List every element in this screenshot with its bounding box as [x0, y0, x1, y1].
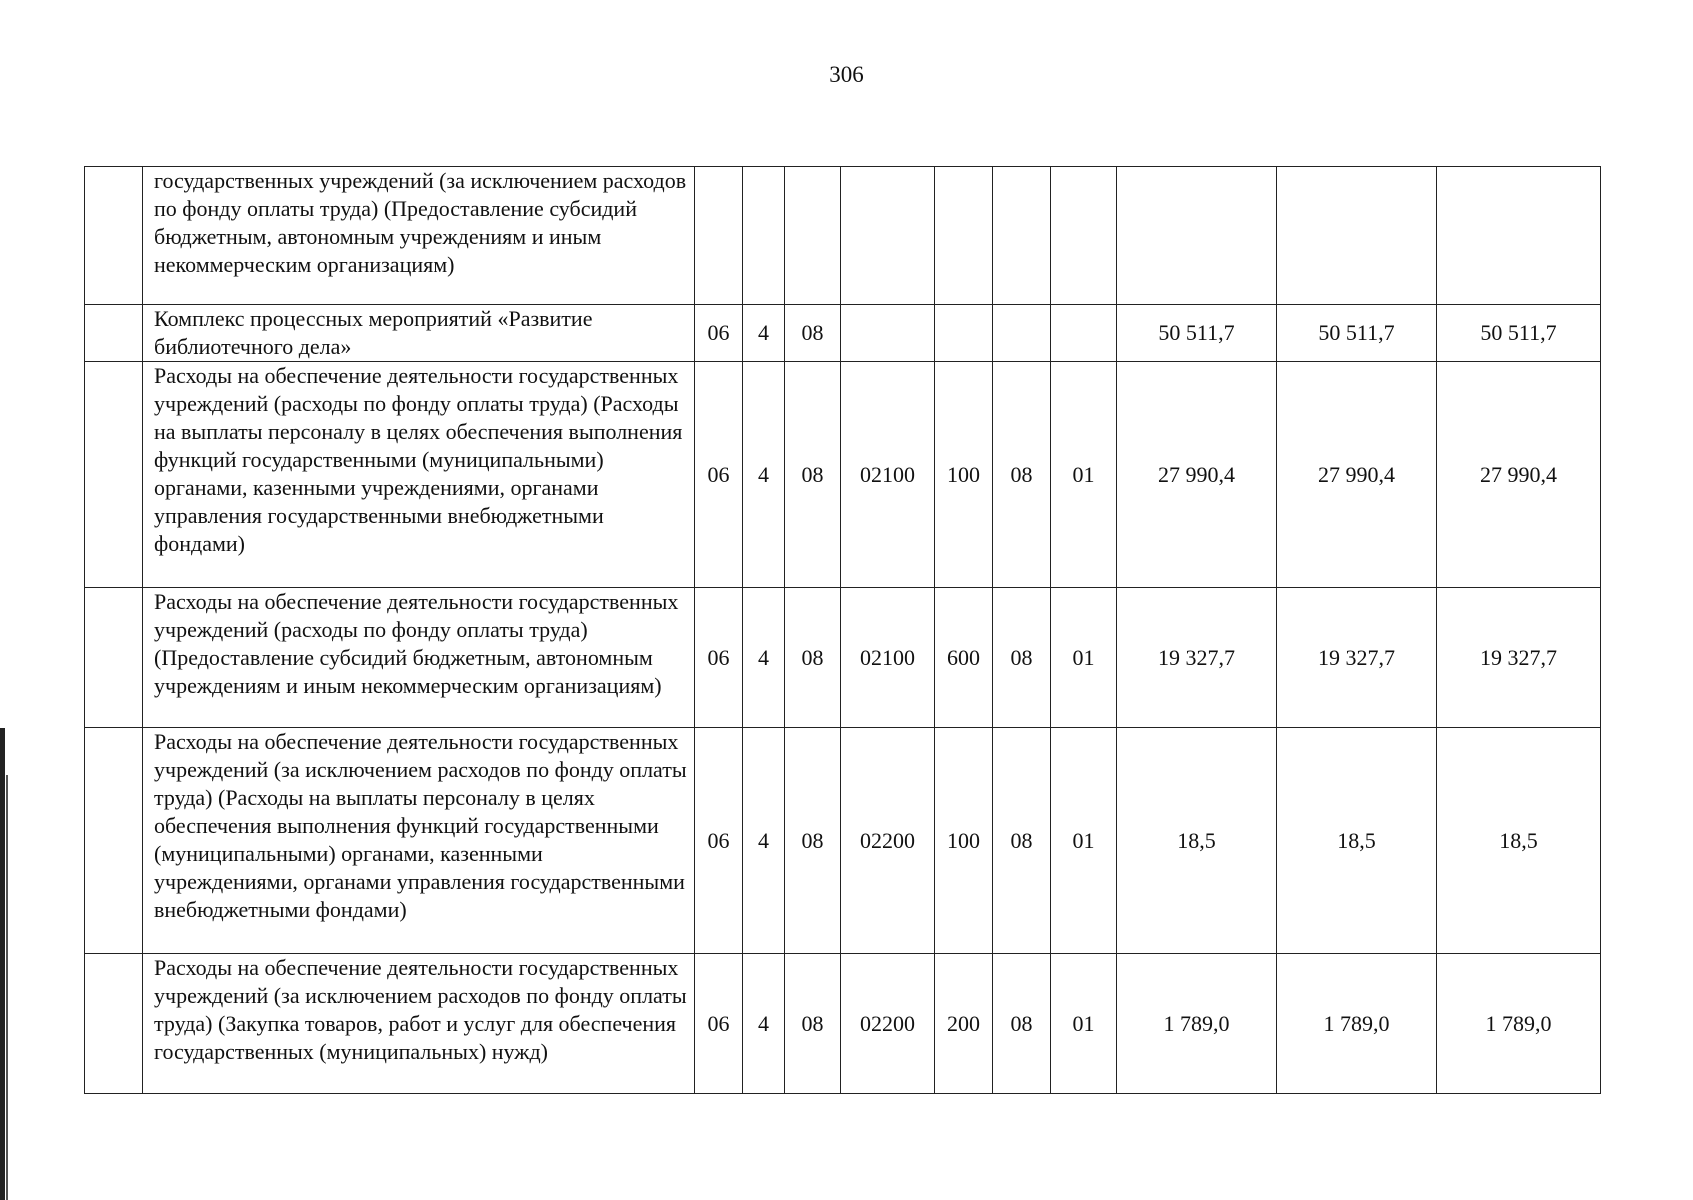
code-cell: 08: [993, 728, 1051, 954]
code-cell: 01: [1051, 588, 1117, 728]
code-cell: 200: [935, 954, 993, 1094]
code-cell: 08: [993, 588, 1051, 728]
amount-cell: 27 990,4: [1437, 362, 1601, 588]
code-cell: 4: [743, 362, 785, 588]
row-index-cell: [85, 954, 143, 1094]
code-cell: 02100: [841, 362, 935, 588]
amount-cell: 50 511,7: [1437, 305, 1601, 362]
code-cell: 01: [1051, 728, 1117, 954]
amount-cell: 27 990,4: [1277, 362, 1437, 588]
budget-table: [84, 166, 1601, 1094]
amount-cell: [1277, 167, 1437, 305]
description-cell: государственных учреждений (за исключением расходов по фонду оплаты труда) (Предоставление субсидий бюджетным, автономным учреждениям и иным некоммерческим организациям): [143, 167, 695, 305]
row-index-cell: [85, 588, 143, 728]
code-cell: 4: [743, 305, 785, 362]
amount-cell: 19 327,7: [1277, 588, 1437, 728]
code-cell: [993, 167, 1051, 305]
code-cell: [841, 305, 935, 362]
code-cell: [993, 305, 1051, 362]
code-cell: 08: [785, 954, 841, 1094]
row-index-cell: [85, 167, 143, 305]
amount-cell: 19 327,7: [1437, 588, 1601, 728]
code-cell: 08: [785, 588, 841, 728]
scan-edge-line: [6, 775, 8, 1200]
table-row: [85, 588, 1601, 728]
code-cell: 08: [785, 728, 841, 954]
code-cell: 4: [743, 954, 785, 1094]
scan-edge-line: [0, 728, 5, 1200]
row-index-cell: [85, 305, 143, 362]
code-cell: 06: [695, 305, 743, 362]
amount-cell: 50 511,7: [1277, 305, 1437, 362]
code-cell: 08: [993, 954, 1051, 1094]
code-cell: 08: [993, 362, 1051, 588]
amount-cell: [1437, 167, 1601, 305]
code-cell: [1051, 305, 1117, 362]
code-cell: [935, 167, 993, 305]
code-cell: 08: [785, 362, 841, 588]
description-cell: Расходы на обеспечение деятельности государственных учреждений (расходы по фонду оплаты труда) (Предоставление субсидий бюджетным, автономным учреждениям и иным некоммерческим организациям): [143, 588, 695, 728]
description-cell: Комплекс процессных мероприятий «Развитие библиотечного дела»: [143, 305, 695, 362]
code-cell: 02100: [841, 588, 935, 728]
code-cell: 06: [695, 728, 743, 954]
table-row: [85, 167, 1601, 305]
code-cell: 06: [695, 362, 743, 588]
table-row: [85, 305, 1601, 362]
code-cell: 06: [695, 954, 743, 1094]
row-index-cell: [85, 728, 143, 954]
table-row: [85, 362, 1601, 588]
code-cell: [841, 167, 935, 305]
code-cell: 02200: [841, 954, 935, 1094]
code-cell: [1051, 167, 1117, 305]
amount-cell: 18,5: [1277, 728, 1437, 954]
amount-cell: 19 327,7: [1117, 588, 1277, 728]
code-cell: 01: [1051, 954, 1117, 1094]
code-cell: [935, 305, 993, 362]
code-cell: 600: [935, 588, 993, 728]
code-cell: [695, 167, 743, 305]
description-cell: Расходы на обеспечение деятельности государственных учреждений (за исключением расходов по фонду оплаты труда) (Закупка товаров, работ и услуг для обеспечения государственных (муниципальных) нужд): [143, 954, 695, 1094]
code-cell: [785, 167, 841, 305]
amount-cell: 27 990,4: [1117, 362, 1277, 588]
code-cell: 4: [743, 728, 785, 954]
amount-cell: [1117, 167, 1277, 305]
code-cell: 4: [743, 588, 785, 728]
amount-cell: 50 511,7: [1117, 305, 1277, 362]
amount-cell: 18,5: [1117, 728, 1277, 954]
amount-cell: 18,5: [1437, 728, 1601, 954]
code-cell: 08: [785, 305, 841, 362]
code-cell: 100: [935, 728, 993, 954]
code-cell: 06: [695, 588, 743, 728]
page-number: 306: [829, 62, 864, 87]
table-row: [85, 728, 1601, 954]
amount-cell: 1 789,0: [1437, 954, 1601, 1094]
amount-cell: 1 789,0: [1117, 954, 1277, 1094]
table-row: [85, 954, 1601, 1094]
description-cell: Расходы на обеспечение деятельности государственных учреждений (за исключением расходов по фонду оплаты труда) (Расходы на выплаты персоналу в целях обеспечения выполнения функций государственными (муниципальными) органами, казенными учреждениями, органами управления государственными внебюджетными фондами): [143, 728, 695, 954]
code-cell: 100: [935, 362, 993, 588]
code-cell: [743, 167, 785, 305]
amount-cell: 1 789,0: [1277, 954, 1437, 1094]
description-cell: Расходы на обеспечение деятельности государственных учреждений (расходы по фонду оплаты труда) (Расходы на выплаты персоналу в целях обеспечения выполнения функций государственными (муниципальными) органами, казенными учреждениями, органами управления государственными внебюджетными фондами): [143, 362, 695, 588]
code-cell: 02200: [841, 728, 935, 954]
code-cell: 01: [1051, 362, 1117, 588]
row-index-cell: [85, 362, 143, 588]
